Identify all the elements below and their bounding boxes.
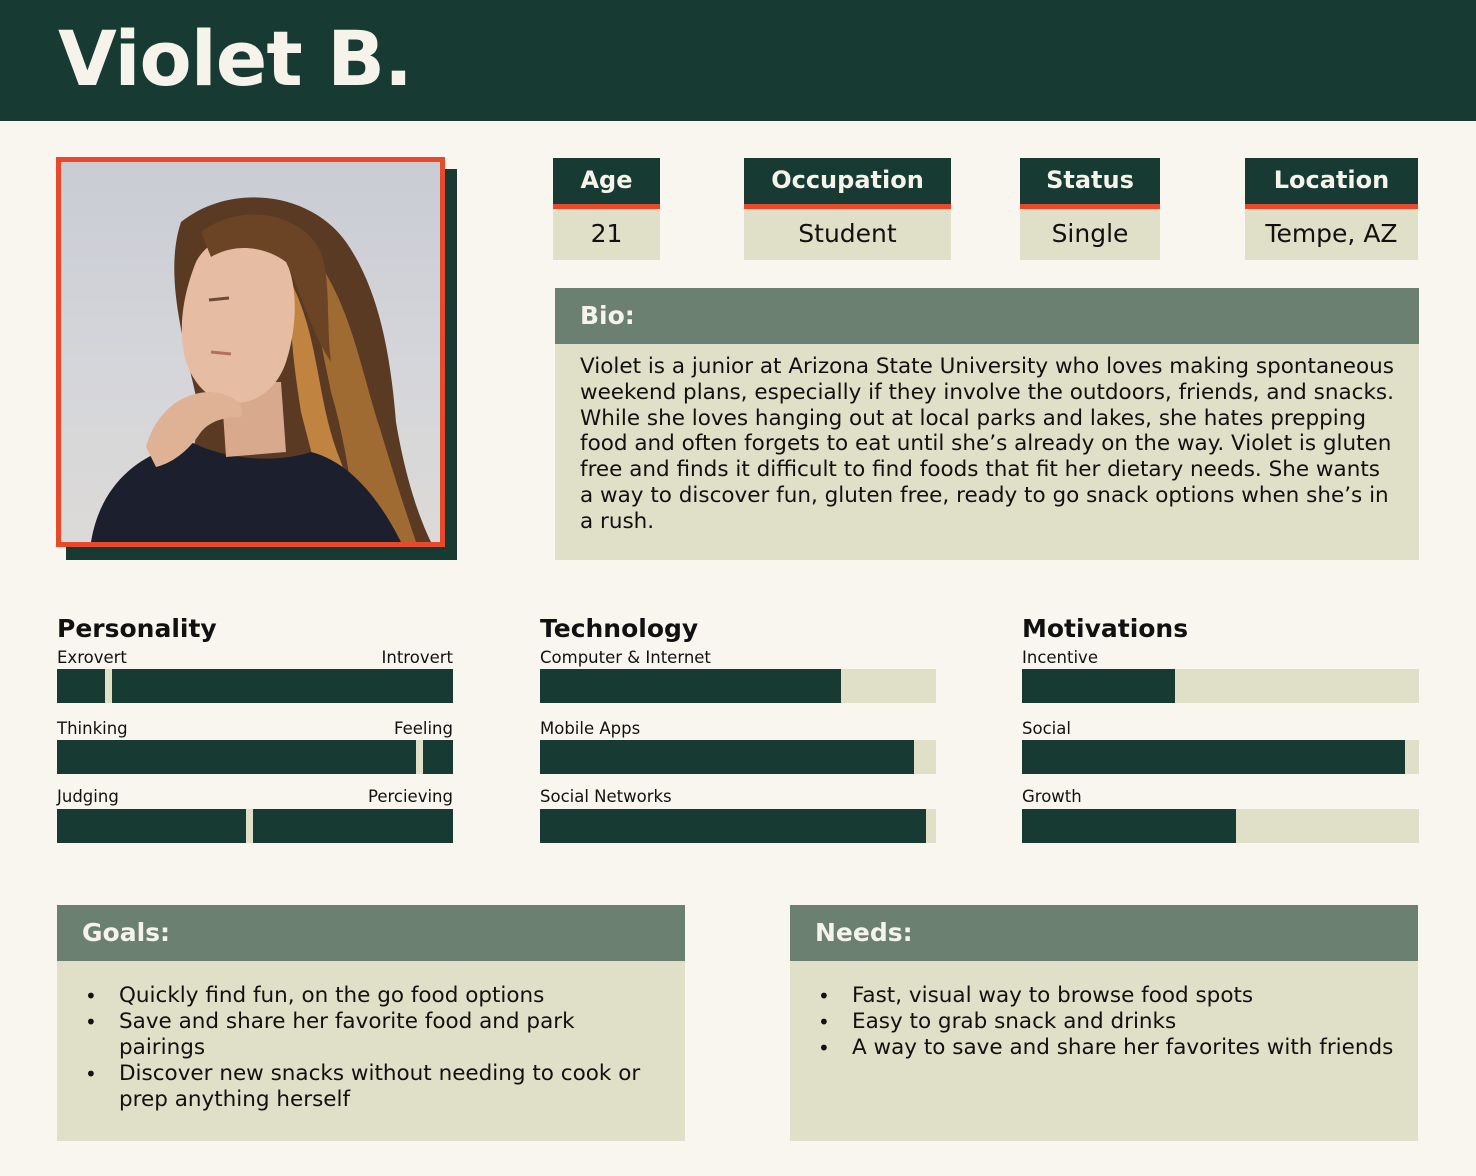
bar-label: Growth xyxy=(1022,787,1082,806)
info-occupation-label: Occupation xyxy=(744,158,951,209)
info-location xyxy=(1245,158,1418,260)
bar-fill xyxy=(540,669,841,703)
scale-right-label: Percieving xyxy=(367,787,453,806)
info-status-value: Single xyxy=(1020,209,1160,260)
goals-panel xyxy=(57,905,685,1141)
list-item: • Fast, visual way to browse food spots xyxy=(818,983,1398,1009)
motivation-bar xyxy=(1022,809,1419,843)
bio-panel xyxy=(555,288,1419,560)
bar-fill xyxy=(1022,669,1175,703)
scale-right-label: Introvert xyxy=(381,648,453,667)
motivations-title: Motivations xyxy=(1022,614,1189,643)
scale-marker xyxy=(416,740,423,774)
scale-right-label: Feeling xyxy=(394,719,453,738)
info-age-value: 21 xyxy=(553,209,660,260)
motivation-bar xyxy=(1022,669,1419,703)
needs-list xyxy=(818,983,1398,1061)
list-item: • A way to save and share her favorites with friends xyxy=(818,1035,1398,1061)
scale-marker xyxy=(105,669,112,703)
list-item: • Quickly find fun, on the go food options xyxy=(85,983,665,1009)
technology-bar xyxy=(540,740,936,774)
personality-scale xyxy=(57,809,453,843)
bar-label: Computer & Internet xyxy=(540,648,711,667)
portrait-illustration xyxy=(61,162,440,542)
technology-bar xyxy=(540,809,936,843)
bar-fill xyxy=(540,809,926,843)
bar-label: Mobile Apps xyxy=(540,719,641,738)
bar-fill xyxy=(1022,740,1405,774)
bar-label: Incentive xyxy=(1022,648,1098,667)
info-status xyxy=(1020,158,1160,260)
scale-left-label: Exrovert xyxy=(57,648,127,667)
persona-name: Violet B. xyxy=(58,14,412,103)
goals-heading: Goals: xyxy=(57,905,685,961)
technology-bar xyxy=(540,669,936,703)
scale-left-label: Judging xyxy=(57,787,119,806)
info-age xyxy=(553,158,660,260)
info-occupation xyxy=(744,158,951,260)
list-item: • Easy to grab snack and drinks xyxy=(818,1009,1398,1035)
personality-scale xyxy=(57,740,453,774)
persona-photo xyxy=(56,157,445,547)
needs-panel xyxy=(790,905,1418,1141)
info-occupation-value: Student xyxy=(744,209,951,260)
bio-heading: Bio: xyxy=(555,288,1419,344)
technology-title: Technology xyxy=(540,614,699,643)
scale-marker xyxy=(246,809,253,843)
bar-fill xyxy=(1022,809,1236,843)
header-bar xyxy=(0,0,1476,121)
personality-scale xyxy=(57,669,453,703)
needs-heading: Needs: xyxy=(790,905,1418,961)
list-item: • Discover new snacks without needing to cook or prep anything herself xyxy=(85,1061,665,1113)
goals-list xyxy=(85,983,665,1113)
bar-label: Social xyxy=(1022,719,1071,738)
info-status-label: Status xyxy=(1020,158,1160,209)
scale-left-label: Thinking xyxy=(57,719,128,738)
info-location-value: Tempe, AZ xyxy=(1245,209,1418,260)
personality-title: Personality xyxy=(57,614,217,643)
bio-text: Violet is a junior at Arizona State University who loves making spontaneous weekend plans, especially if they involve the outdoors, friends, and snacks. While she loves hanging out at local parks and lakes, she hates prepping food and often forgets to eat until she’s already on the way. Violet is gluten free and finds it difficult to find foods that fit her dietary needs. She wants a way to discover fun, gluten free, ready to go snack options when she’s in a rush. xyxy=(555,344,1419,560)
motivation-bar xyxy=(1022,740,1419,774)
info-age-label: Age xyxy=(553,158,660,209)
bar-label: Social Networks xyxy=(540,787,672,806)
bar-fill xyxy=(540,740,914,774)
list-item: • Save and share her favorite food and park pairings xyxy=(85,1009,665,1061)
info-location-label: Location xyxy=(1245,158,1418,209)
